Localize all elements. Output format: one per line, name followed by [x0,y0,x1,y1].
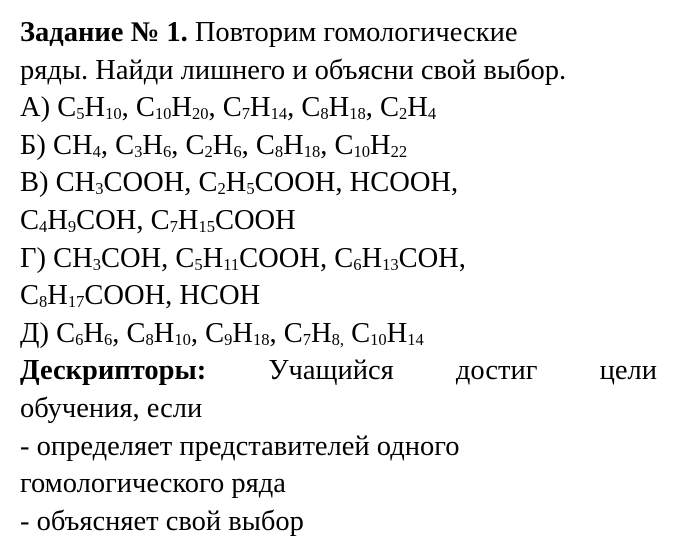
formula-base: H [328,92,350,124]
formula-subscript: 18 [349,104,366,124]
option-label: А) [20,92,51,124]
formula [126,318,190,349]
descriptors-line-2: обучения, если [20,392,203,424]
formula-base: H [84,92,106,124]
formula-base: H [370,129,391,161]
task-title: Задание № 1. [20,17,188,48]
formula-base: C [20,204,40,236]
formula-base: COOH [103,167,185,199]
formula-subscript: 6 [233,141,242,161]
formula-base: C [115,129,135,161]
formula-subscript: 13 [382,254,399,274]
formula-base: H [407,92,428,124]
formula-base: C [334,129,354,161]
formula-subscript: 2 [399,104,408,124]
formula-base: H [153,317,175,349]
option-line: А) $C_5H_{10}$, $C_{10}H_{20}$, $C_7H_{14}$, $C_8H_{18}$, $C_2H_4$ [20,92,437,124]
formula-subscript: 14 [270,104,288,124]
formula-base: COOH [84,280,166,312]
formula-base: C [351,317,371,349]
formula-base: C [255,129,275,161]
formula-subscript: 22 [390,141,408,161]
formula-base: C [135,92,155,124]
descriptor-item: - определяет представителей одного [20,430,460,462]
formula-base: CH [53,242,93,274]
task-intro-part2: ряды. Найди лишнего и объясни свой выбор. [20,54,567,86]
formula [115,130,171,161]
formula [56,318,112,349]
formula-subscript: 10 [370,329,387,349]
task-intro-part1: Повторим гомологические [187,17,518,48]
options-list [20,89,657,352]
formula-subscript: 9 [224,329,233,349]
formula [20,205,136,236]
formula-base: C [198,167,218,199]
formula [334,243,459,274]
formula-base: COH [76,204,137,236]
descriptor-word: цели [599,355,657,387]
formula-subscript: 17 [67,292,85,312]
formula-subscript: 20 [191,104,209,124]
formula-subscript: 3 [92,254,101,274]
formula-subscript: 8 [320,104,329,124]
formula [256,130,320,161]
formula-base: HCOOH [349,167,451,199]
formula-subscript: 3 [95,179,104,199]
formula [335,130,408,161]
descriptors-line [20,352,657,390]
formula-base: H [386,317,408,349]
formula-base: H [283,129,304,161]
formula-base: COOH [214,204,296,236]
descriptor-item: гомологического ряда [20,468,286,500]
formula-subscript: 4 [427,104,437,124]
formula-base: H [83,317,104,349]
formula [53,243,161,274]
option-label: Д) [20,317,49,349]
formula [53,130,101,161]
formula [205,318,269,349]
formula-base: H [202,242,224,274]
formula-base: C [222,92,242,124]
formula-base: C [301,92,321,124]
formula [380,92,436,123]
formula-base: H [361,242,383,274]
formula-subscript: 18 [303,141,321,161]
formula-base: C [185,129,205,161]
formula [301,92,365,123]
formula-subscript: 5 [194,254,203,274]
formula-base: COOH [254,167,336,199]
option-label: В) [20,167,49,199]
formula-subscript: 5 [246,179,255,199]
formula-base: C [57,92,77,124]
formula [350,167,451,198]
formula-base: H [311,317,332,349]
formula-base: COOH [239,242,320,274]
formula-base: H [250,92,271,124]
formula-base: COH [100,242,162,274]
formula-subscript: 18 [252,329,270,349]
formula-base: C [380,92,400,124]
formula-subscript: 6 [75,329,84,349]
formula-subscript: 3 [134,141,143,161]
formula-base: HCOH [179,280,261,312]
descriptor-item: - объясняет свой выбор [20,505,304,537]
descriptor-word: Учащийся [268,355,394,387]
formula-subscript: 7 [241,104,251,124]
formula-base: H [47,204,68,236]
option-line: Г) $CH_3COH$, $C_5H_{11}COOH$, $C_6H_{13}COH$, [20,242,466,274]
formula-base: C [150,204,170,236]
option-label: Б) [20,129,46,161]
task-header-line [20,14,657,52]
formula [284,318,344,349]
formula [351,318,424,349]
formula-subscript: 2 [217,179,226,199]
formula-base: C [126,317,146,349]
descriptors-heading: Дескрипторы: [20,355,207,387]
formula-subscript: 8 [274,141,284,161]
formula-subscript: 7 [302,329,312,349]
formula-subscript: 6 [162,141,172,161]
formula-subscript: 10 [105,104,122,124]
formula-base: C [205,317,225,349]
formula-subscript: 5 [76,104,85,124]
formula-base: H [177,204,199,236]
formula-subscript: 8 [39,292,48,312]
formula-subscript: 9 [67,216,77,236]
formula [175,243,320,274]
formula [179,280,260,311]
formula-base: COH [398,242,459,274]
option-line: $C_8H_{17}COOH$, HCOH [20,280,261,312]
formula-base: H [171,92,192,124]
formula-subscript: 6 [353,254,362,274]
formula [136,92,209,123]
formula-base: H [225,167,247,199]
formula [20,280,165,311]
formula-subscript: 4 [39,216,48,236]
formula-subscript: 10 [154,104,172,124]
formula-base: C [175,242,195,274]
option-line: Д) $C_6H_6$, $C_8H_{10}$, $C_9H_{18}$, $C_7H_{8,}$ $C_{10}H_{14}$ [20,317,424,349]
formula [151,205,296,236]
formula-subscript: 7 [169,216,178,236]
formula-base: C [334,242,354,274]
formula-subscript: 2 [204,141,213,161]
formula-base: CH [52,129,93,161]
formula-subscript: 8 [145,329,154,349]
formula-base: C [56,317,76,349]
formula-base: H [142,129,163,161]
formula-base: C [20,280,40,312]
formula [199,167,336,198]
formula-base: C [283,317,303,349]
option-line: В) $CH_3COOH$, $C_2H_5COOH$, HCOOH, [20,167,459,199]
formula [185,130,241,161]
formula [56,167,185,198]
formula-subscript: 10 [353,141,371,161]
formula-subscript: 4 [92,141,101,161]
formula-base: H [47,280,68,312]
formula-subscript: 14 [407,329,424,349]
formula-subscript: 8, [331,329,344,349]
descriptor-word: достиг [455,355,538,387]
formula-subscript: 10 [174,329,191,349]
formula-base: CH [55,167,96,199]
formula-subscript: 11 [223,254,240,274]
formula [57,92,121,123]
option-line: $C_4H_9COH$, $C_7H_{15}COOH$ [20,204,296,236]
formula [223,92,287,123]
formula-base: H [212,129,234,161]
formula-subscript: 15 [198,216,215,236]
option-label: Г) [20,242,46,274]
option-line: Б) $CH_4$, $C_3H_6$, $C_2H_6$, $C_8H_{18}$, $C_{10}H_{22}$ [20,129,408,161]
formula-subscript: 6 [103,329,113,349]
formula-base: H [232,317,253,349]
